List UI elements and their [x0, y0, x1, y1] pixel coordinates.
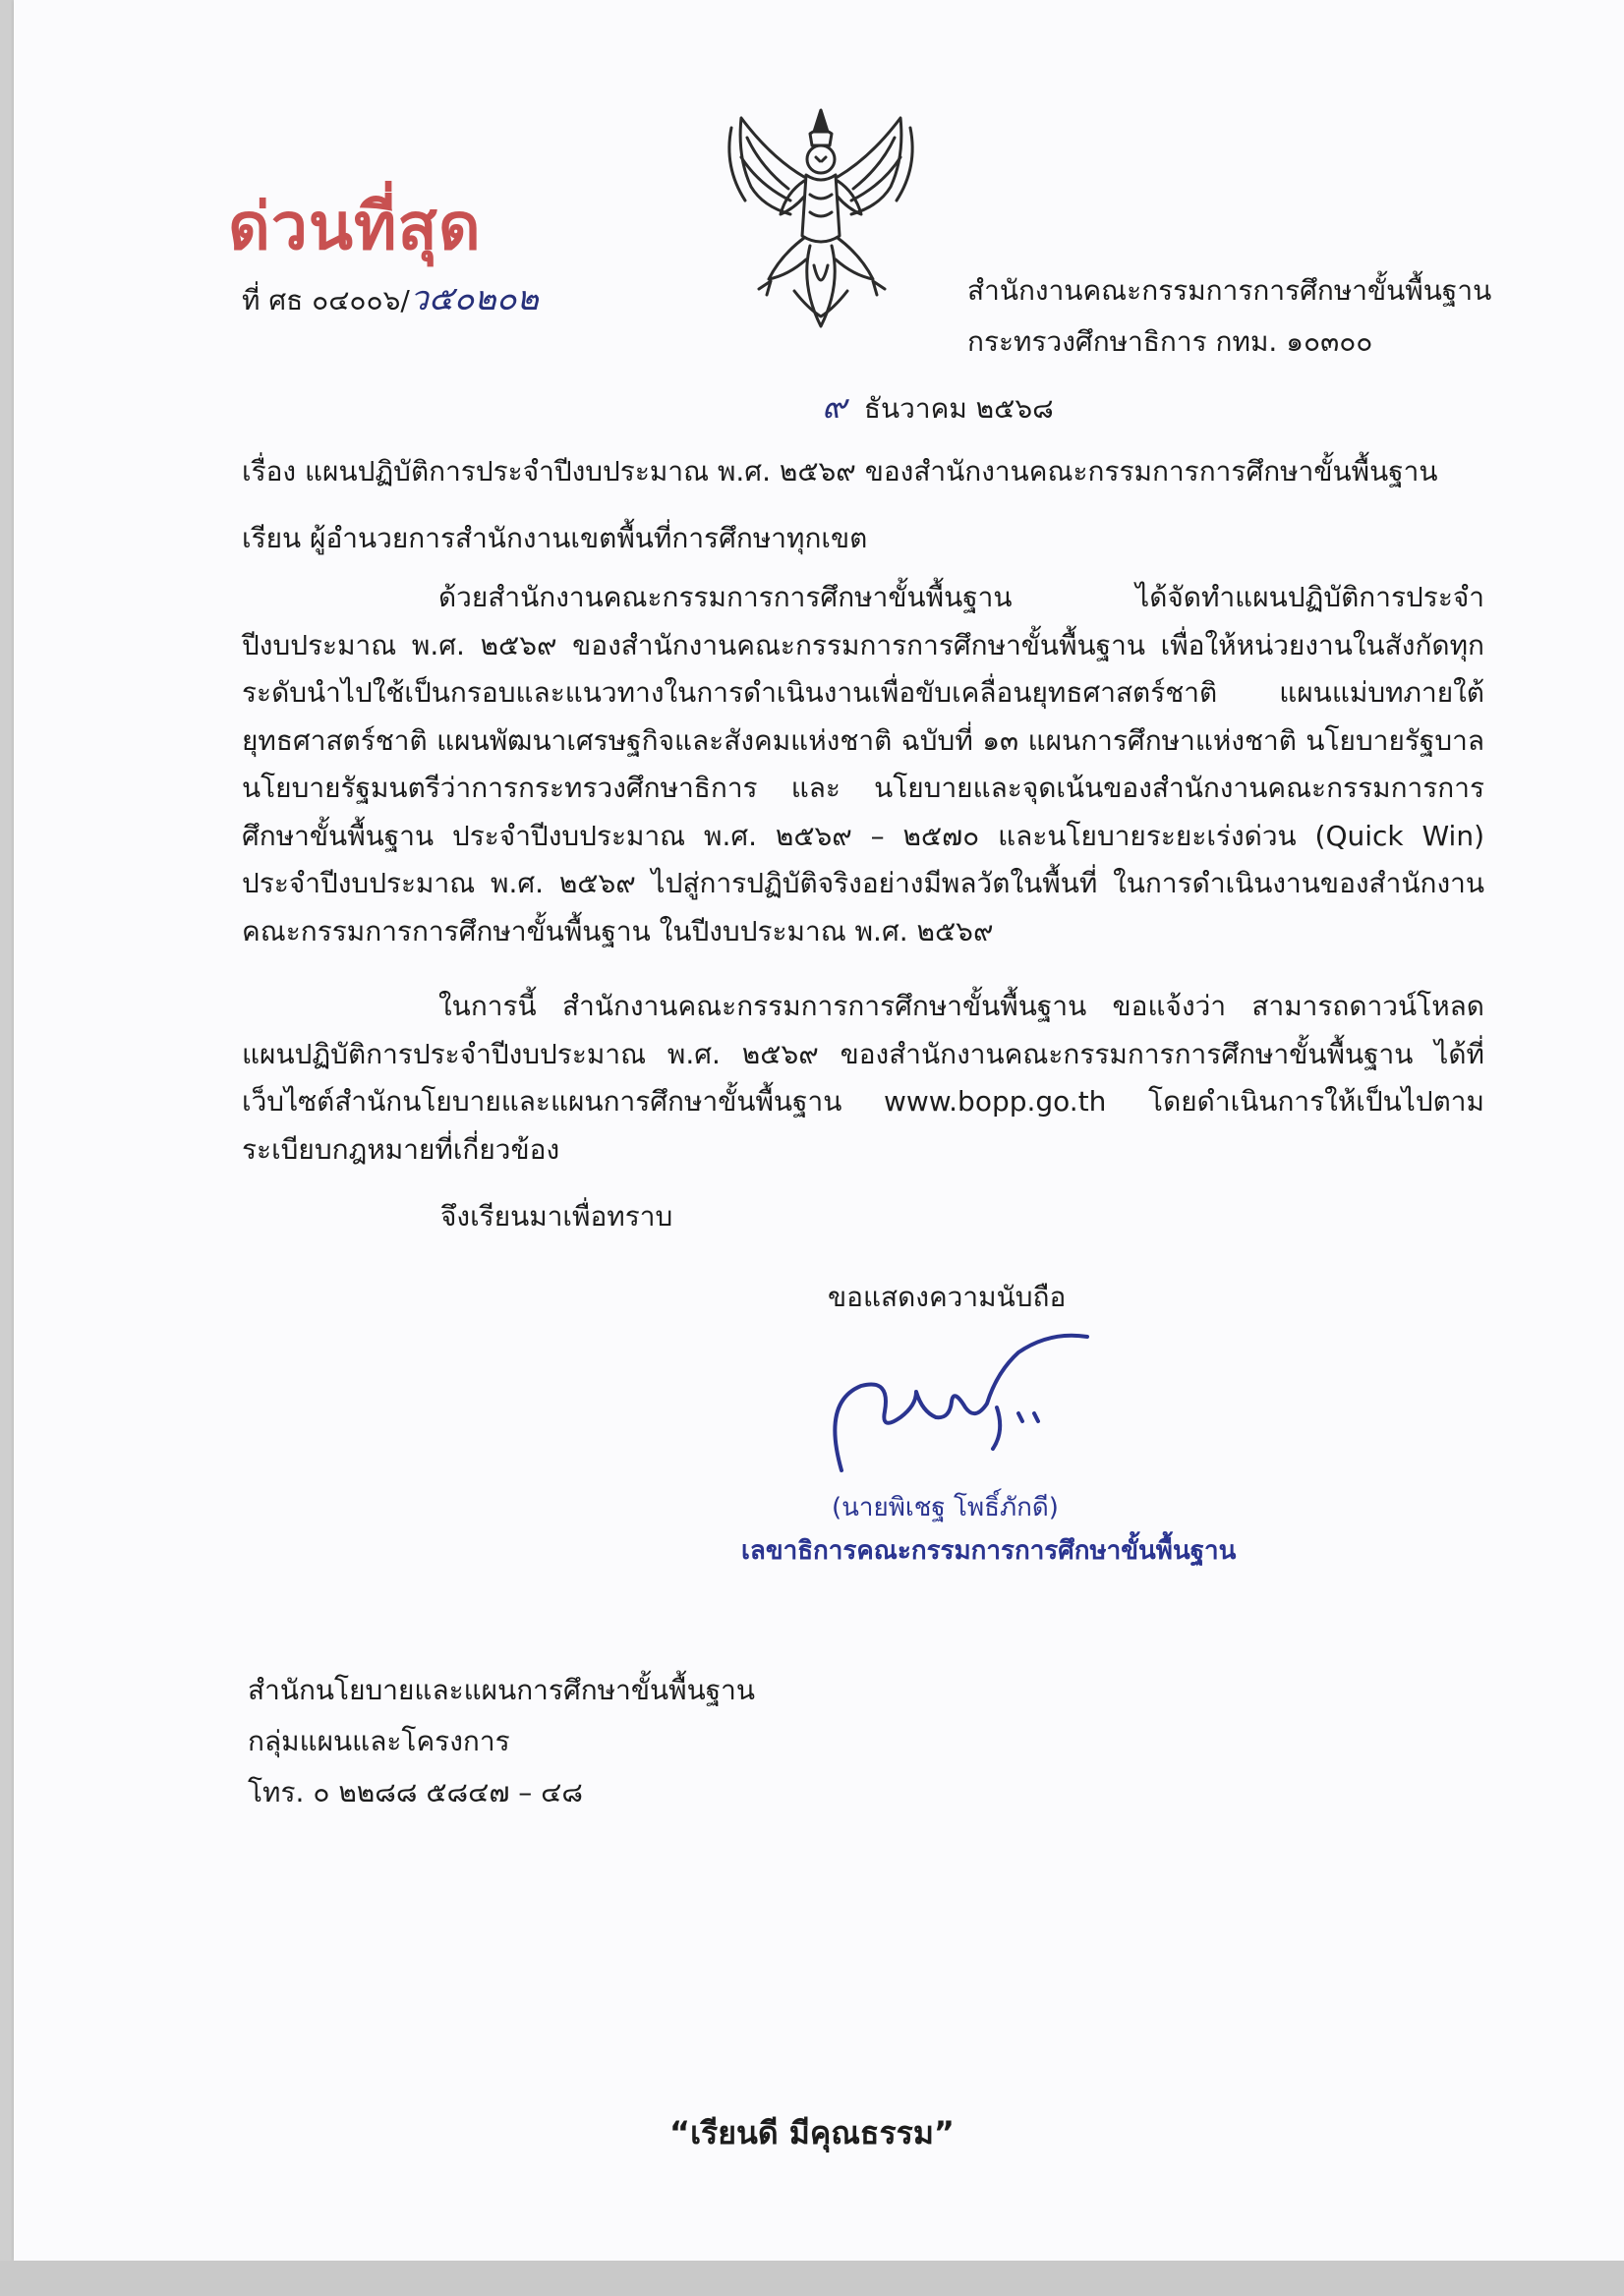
motto: “เรียนดี มีคุณธรรม”	[669, 2114, 955, 2152]
body-paragraph-2: ในการนี้ สำนักงานคณะกรรมการการศึกษาขั้นพื้นฐาน ขอแจ้งว่า สามารถดาวน์โหลดแผนปฏิบัติการประจำปีงบประมาณ พ.ศ. ๒๕๖๙ ของสำนักงานคณะกรรมการการศึกษาขั้นพื้นฐาน ได้ที่เว็บไซต์สำนักนโยบายและแผนการศึกษาขั้นพื้นฐาน www.bopp.go.th โดยดำเนินการให้เป็นไปตามระเบียบกฎหมายที่เกี่ยวข้อง	[242, 990, 1484, 1166]
scan-bottom-edge	[0, 2261, 1624, 2296]
garuda-emblem-icon	[712, 98, 930, 334]
body-paragraph-1: ด้วยสำนักงานคณะกรรมการการศึกษาขั้นพื้นฐาน ได้จัดทำแผนปฏิบัติการประจำปีงบประมาณ พ.ศ. ๒๕๖๙ ของสำนักงานคณะกรรมการการศึกษาขั้นพื้นฐาน เพื่อให้หน่วยงานในสังกัดทุกระดับนำไปใช้เป็นกรอบและแนวทางในการดำเนินงานเพื่อขับเคลื่อนยุทธศาสตร์ชาติ แผนแม่บทภายใต้ยุทธศาสตร์ชาติ แผนพัฒนาเศรษฐกิจและสังคมแห่งชาติ ฉบับที่ ๑๓ แผนการศึกษาแห่งชาติ นโยบายรัฐบาล นโยบายรัฐมนตรีว่าการกระทรวงศึกษาธิการ และ นโยบายและจุดเน้นของสำนักงานคณะกรรมการการศึกษาขั้นพื้นฐาน ประจำปีงบประมาณ พ.ศ. ๒๕๖๙ – ๒๕๗๐ และนโยบายระยะเร่งด่วน (Quick Win) ประจำปีงบประมาณ พ.ศ. ๒๕๖๙ ไปสู่การปฏิบัติจริงอย่างมีพลวัตในพื้นที่ ในการดำเนินงานของสำนักงานคณะกรรมการการศึกษาขั้นพื้นฐาน ในปีงบประมาณ พ.ศ. ๒๕๖๙	[242, 581, 1484, 947]
subject-line: เรื่อง แผนปฏิบัติการประจำปีงบประมาณ พ.ศ. ๒๕๖๙ ของสำนักงานคณะกรรมการการศึกษาขั้นพื้นฐาน	[242, 455, 1438, 488]
date-handwritten-day: ๙	[822, 387, 846, 427]
footer-group: กลุ่มแผนและโครงการ	[248, 1725, 510, 1757]
reference-number	[242, 275, 539, 324]
closing-statement: จึงเรียนมาเพื่อทราบ	[440, 1200, 673, 1233]
footer-phone: โทร. ๐ ๒๒๘๘ ๕๘๔๗ – ๔๘	[248, 1776, 583, 1808]
complimentary-close: ขอแสดงความนับถือ	[828, 1281, 1067, 1313]
footer-office: สำนักนโยบายและแผนการศึกษาขั้นพื้นฐาน	[248, 1674, 756, 1706]
issuer-address: กระทรวงศึกษาธิการ กทม. ๑๐๓๐๐	[967, 325, 1373, 358]
signatory-name: (นายพิเชฐ โพธิ์ภักดี)	[832, 1493, 1059, 1522]
date-printed: ธันวาคม ๒๕๖๘	[863, 392, 1054, 425]
issuer-name: สำนักงานคณะกรรมการการศึกษาขั้นพื้นฐาน	[967, 274, 1492, 307]
document-date	[822, 383, 1054, 432]
urgent-stamp: ด่วนที่สุด	[228, 188, 482, 264]
reference-printed: ที่ ศธ ๐๔๐๐๖/	[242, 284, 410, 316]
salutation-line: เรียน ผู้อำนวยการสำนักงานเขตพื้นที่การศึกษาทุกเขต	[242, 522, 868, 554]
signatory-title: เลขาธิการคณะกรรมการการศึกษาขั้นพื้นฐาน	[741, 1536, 1237, 1566]
handwritten-signature-icon	[822, 1323, 1117, 1490]
reference-handwritten: ว๕๐๒๐๒	[409, 279, 539, 318]
